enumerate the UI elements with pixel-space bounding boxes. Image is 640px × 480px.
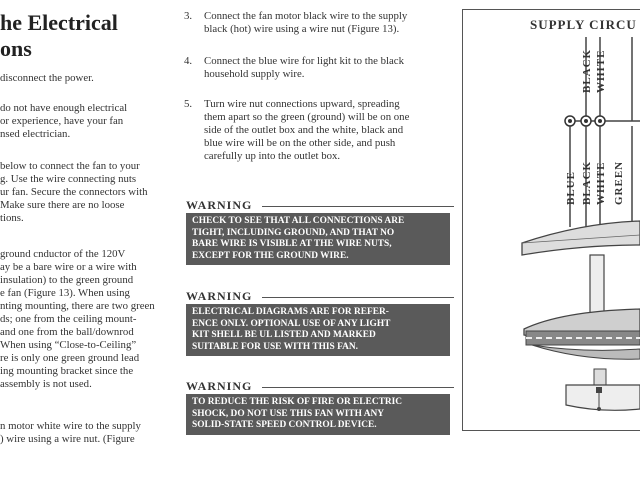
warning-label: WARNING <box>186 289 253 303</box>
paragraph-line: ground cnductor of the 120V <box>0 248 126 260</box>
step-line: black (hot) wire using a wire nut (Figure 13). <box>204 23 400 35</box>
paragraph-5 <box>0 420 178 446</box>
step-line: carefully up into the outlet box. <box>204 150 341 162</box>
paragraph-line: below to connect the fan to your <box>0 160 140 172</box>
step-line: them apart so the green (ground) will be on one <box>204 111 410 123</box>
warning-box-3 <box>186 394 450 435</box>
warning-line: ELECTRICAL DIAGRAMS ARE FOR REFER- <box>192 307 389 317</box>
section-title-line-1: he Electrical <box>0 10 118 35</box>
paragraph-line: nsed electrician. <box>0 128 71 140</box>
paragraph-line: ds; one from the ceiling mount- <box>0 313 137 325</box>
step-line: household supply wire. <box>204 68 305 80</box>
section-title-line-2: ons <box>0 36 32 61</box>
wire-nut-center <box>598 119 602 123</box>
paragraph-line: or experience, have your fan <box>0 115 124 127</box>
paragraph-line: Make sure there are no loose <box>0 199 125 211</box>
warning-line: SOLID-STATE SPEED CONTROL DEVICE. <box>192 420 377 431</box>
step-line: Turn wire nut connections upward, spreading <box>204 98 400 110</box>
warning-line: SHOCK, DO NOT USE THIS FAN WITH ANY <box>192 408 385 419</box>
paragraph-1 <box>0 72 178 85</box>
paragraph-line: re is only one green ground lead <box>0 352 140 364</box>
paragraph-line: insulation) to the green ground <box>0 274 134 286</box>
warning-label: WARNING <box>186 198 253 212</box>
fan-wire-label-black: BLACK <box>581 160 593 205</box>
paragraph-line: tions. <box>0 212 24 224</box>
paragraph-line: ing mounting bracket since the <box>0 365 134 377</box>
wire-nut-center <box>584 119 588 123</box>
step-number: 5. <box>184 98 193 110</box>
warning-line: EXCEPT FOR THE GROUND WIRE. <box>192 250 349 261</box>
warning-box-2 <box>186 304 450 356</box>
fan-canopy <box>522 221 640 255</box>
motor-bottom <box>532 345 640 359</box>
step-number: 4. <box>184 55 193 67</box>
paragraph-4 <box>0 248 178 391</box>
warning-line: CHECK TO SEE THAT ALL CONNECTIONS ARE <box>192 216 405 226</box>
paragraph-3 <box>0 160 178 225</box>
step-line: side of the outlet box and the white, black and <box>204 124 404 136</box>
wire-nut-center <box>568 119 572 123</box>
paragraph-line: disconnect the power. <box>0 72 94 84</box>
warning-heading-1 <box>186 198 454 212</box>
paragraph-line: and one from the ball/downrod <box>0 326 134 338</box>
warning-line: KIT SHELL BE UL LISTED AND MARKED <box>192 330 376 341</box>
warning-line: TO REDUCE THE RISK OF FIRE OR ELECTRIC <box>192 397 403 407</box>
paragraph-line: When using “Close-to-Ceiling” <box>0 339 137 351</box>
warning-line: TIGHT, INCLUDING GROUND, AND THAT NO <box>192 227 395 238</box>
warning-heading-2 <box>186 289 454 303</box>
fan-wire-label-white: WHITE <box>595 161 607 205</box>
supply-wire-label-black: BLACK <box>581 48 593 93</box>
diagram-svg <box>462 9 640 431</box>
fan-wire-label-blue: BLUE <box>565 171 577 205</box>
supply-wire-label-white: WHITE <box>595 49 607 93</box>
paragraph-line: ur fan. Secure the connectors with <box>0 186 148 198</box>
paragraph-2 <box>0 102 178 141</box>
paragraph-line: e fan (Figure 13). When using <box>0 287 130 299</box>
step-line: Connect the fan motor black wire to the supply <box>204 10 408 22</box>
paragraph-line: nting mounting, there are two green <box>0 300 155 312</box>
warning-label: WARNING <box>186 379 253 393</box>
paragraph-line: assembly is not used. <box>0 378 92 390</box>
step-number: 3. <box>184 10 193 22</box>
step-line: blue wire will be on the other side, and push <box>204 137 396 149</box>
warning-line: ENCE ONLY. OPTIONAL USE OF ANY LIGHT <box>192 318 391 329</box>
warning-line: SUITABLE FOR USE WITH THIS FAN. <box>192 341 359 352</box>
warning-line: BARE WIRE IS VISIBLE AT THE WIRE NUTS, <box>192 239 392 250</box>
step-line: Connect the blue wire for light kit to the black <box>204 55 404 67</box>
paragraph-line: ay be a bare wire or a wire with <box>0 261 137 273</box>
paragraph-line: do not have enough electrical <box>0 102 128 114</box>
warning-box-1 <box>186 213 450 265</box>
switch-housing <box>594 369 606 385</box>
paragraph-line: g. Use the wire connecting nuts <box>0 173 137 185</box>
paragraph-line: n motor white wire to the supply <box>0 420 141 432</box>
pull-chain-end <box>597 407 601 411</box>
light-kit-adapter <box>566 385 640 410</box>
warning-heading-3 <box>186 379 454 393</box>
fan-wire-label-green: GREEN <box>613 160 625 205</box>
paragraph-line: ) wire using a wire nut. (Figure <box>0 433 135 445</box>
motor-band <box>526 331 640 345</box>
downrod <box>590 255 604 315</box>
supply-circuit-label: SUPPLY CIRCU <box>530 17 637 32</box>
switch-icon <box>596 387 602 393</box>
wiring-diagram <box>462 9 640 431</box>
